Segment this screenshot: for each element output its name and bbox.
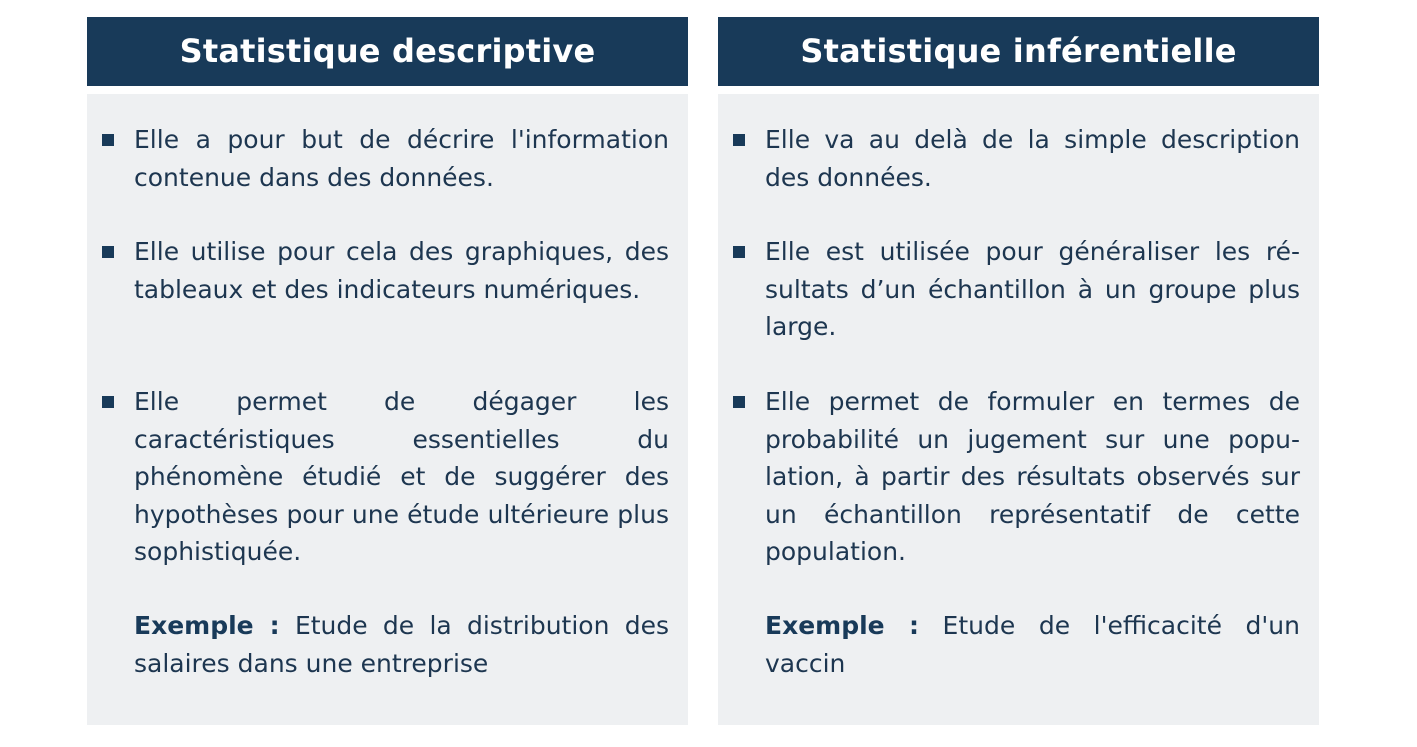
inferential-item-2-text: Elle est utilisée pour généraliser les résultats d’un échantillon à un groupe plus large. [765,237,1300,341]
inferential-statistics-title: Statistique inférentielle [718,17,1319,86]
descriptive-item-3 [134,383,669,571]
descriptive-statistics-card [87,17,688,725]
square-bullet-icon [733,396,745,408]
inferential-example-label: Exemple : [765,611,919,640]
inferential-statistics-body [718,94,1319,725]
descriptive-item-2-text: Elle utilise pour cela des graphiques, des tableaux et des indicateurs numériques. [134,237,669,304]
descriptive-example-text: Etude de la distribution des salaires dans une entreprise [134,611,669,678]
descriptive-item-2 [134,233,669,308]
inferential-example-text: Etude de l'efficacité d'un vaccin [765,611,1300,678]
square-bullet-icon [733,246,745,258]
descriptive-statistics-title: Statistique descriptive [87,17,688,86]
descriptive-item-1 [134,121,669,196]
square-bullet-icon [733,134,745,146]
descriptive-statistics-body [87,94,688,725]
descriptive-example [134,607,669,682]
square-bullet-icon [102,246,114,258]
square-bullet-icon [102,134,114,146]
inferential-item-3-text: Elle permet de formuler en termes de probabilité un jugement sur une population, à partir des résultats observés sur un échantillon représentatif de cette population. [765,387,1300,566]
descriptive-item-3-text: Elle permet de dégager les caractéristiques essentielles du phénomène étudié et de suggérer des hypothèses pour une étude ultérieure plus sophistiquée. [134,387,669,566]
inferential-item-1 [765,121,1300,196]
descriptive-example-label: Exemple : [134,611,280,640]
inferential-statistics-card [718,17,1319,725]
inferential-example [765,607,1300,682]
descriptive-item-1-text: Elle a pour but de décrire l'information contenue dans des données. [134,125,669,192]
inferential-item-2 [765,233,1300,346]
inferential-item-3 [765,383,1300,571]
inferential-item-1-text: Elle va au delà de la simple description des données. [765,125,1300,192]
square-bullet-icon [102,396,114,408]
